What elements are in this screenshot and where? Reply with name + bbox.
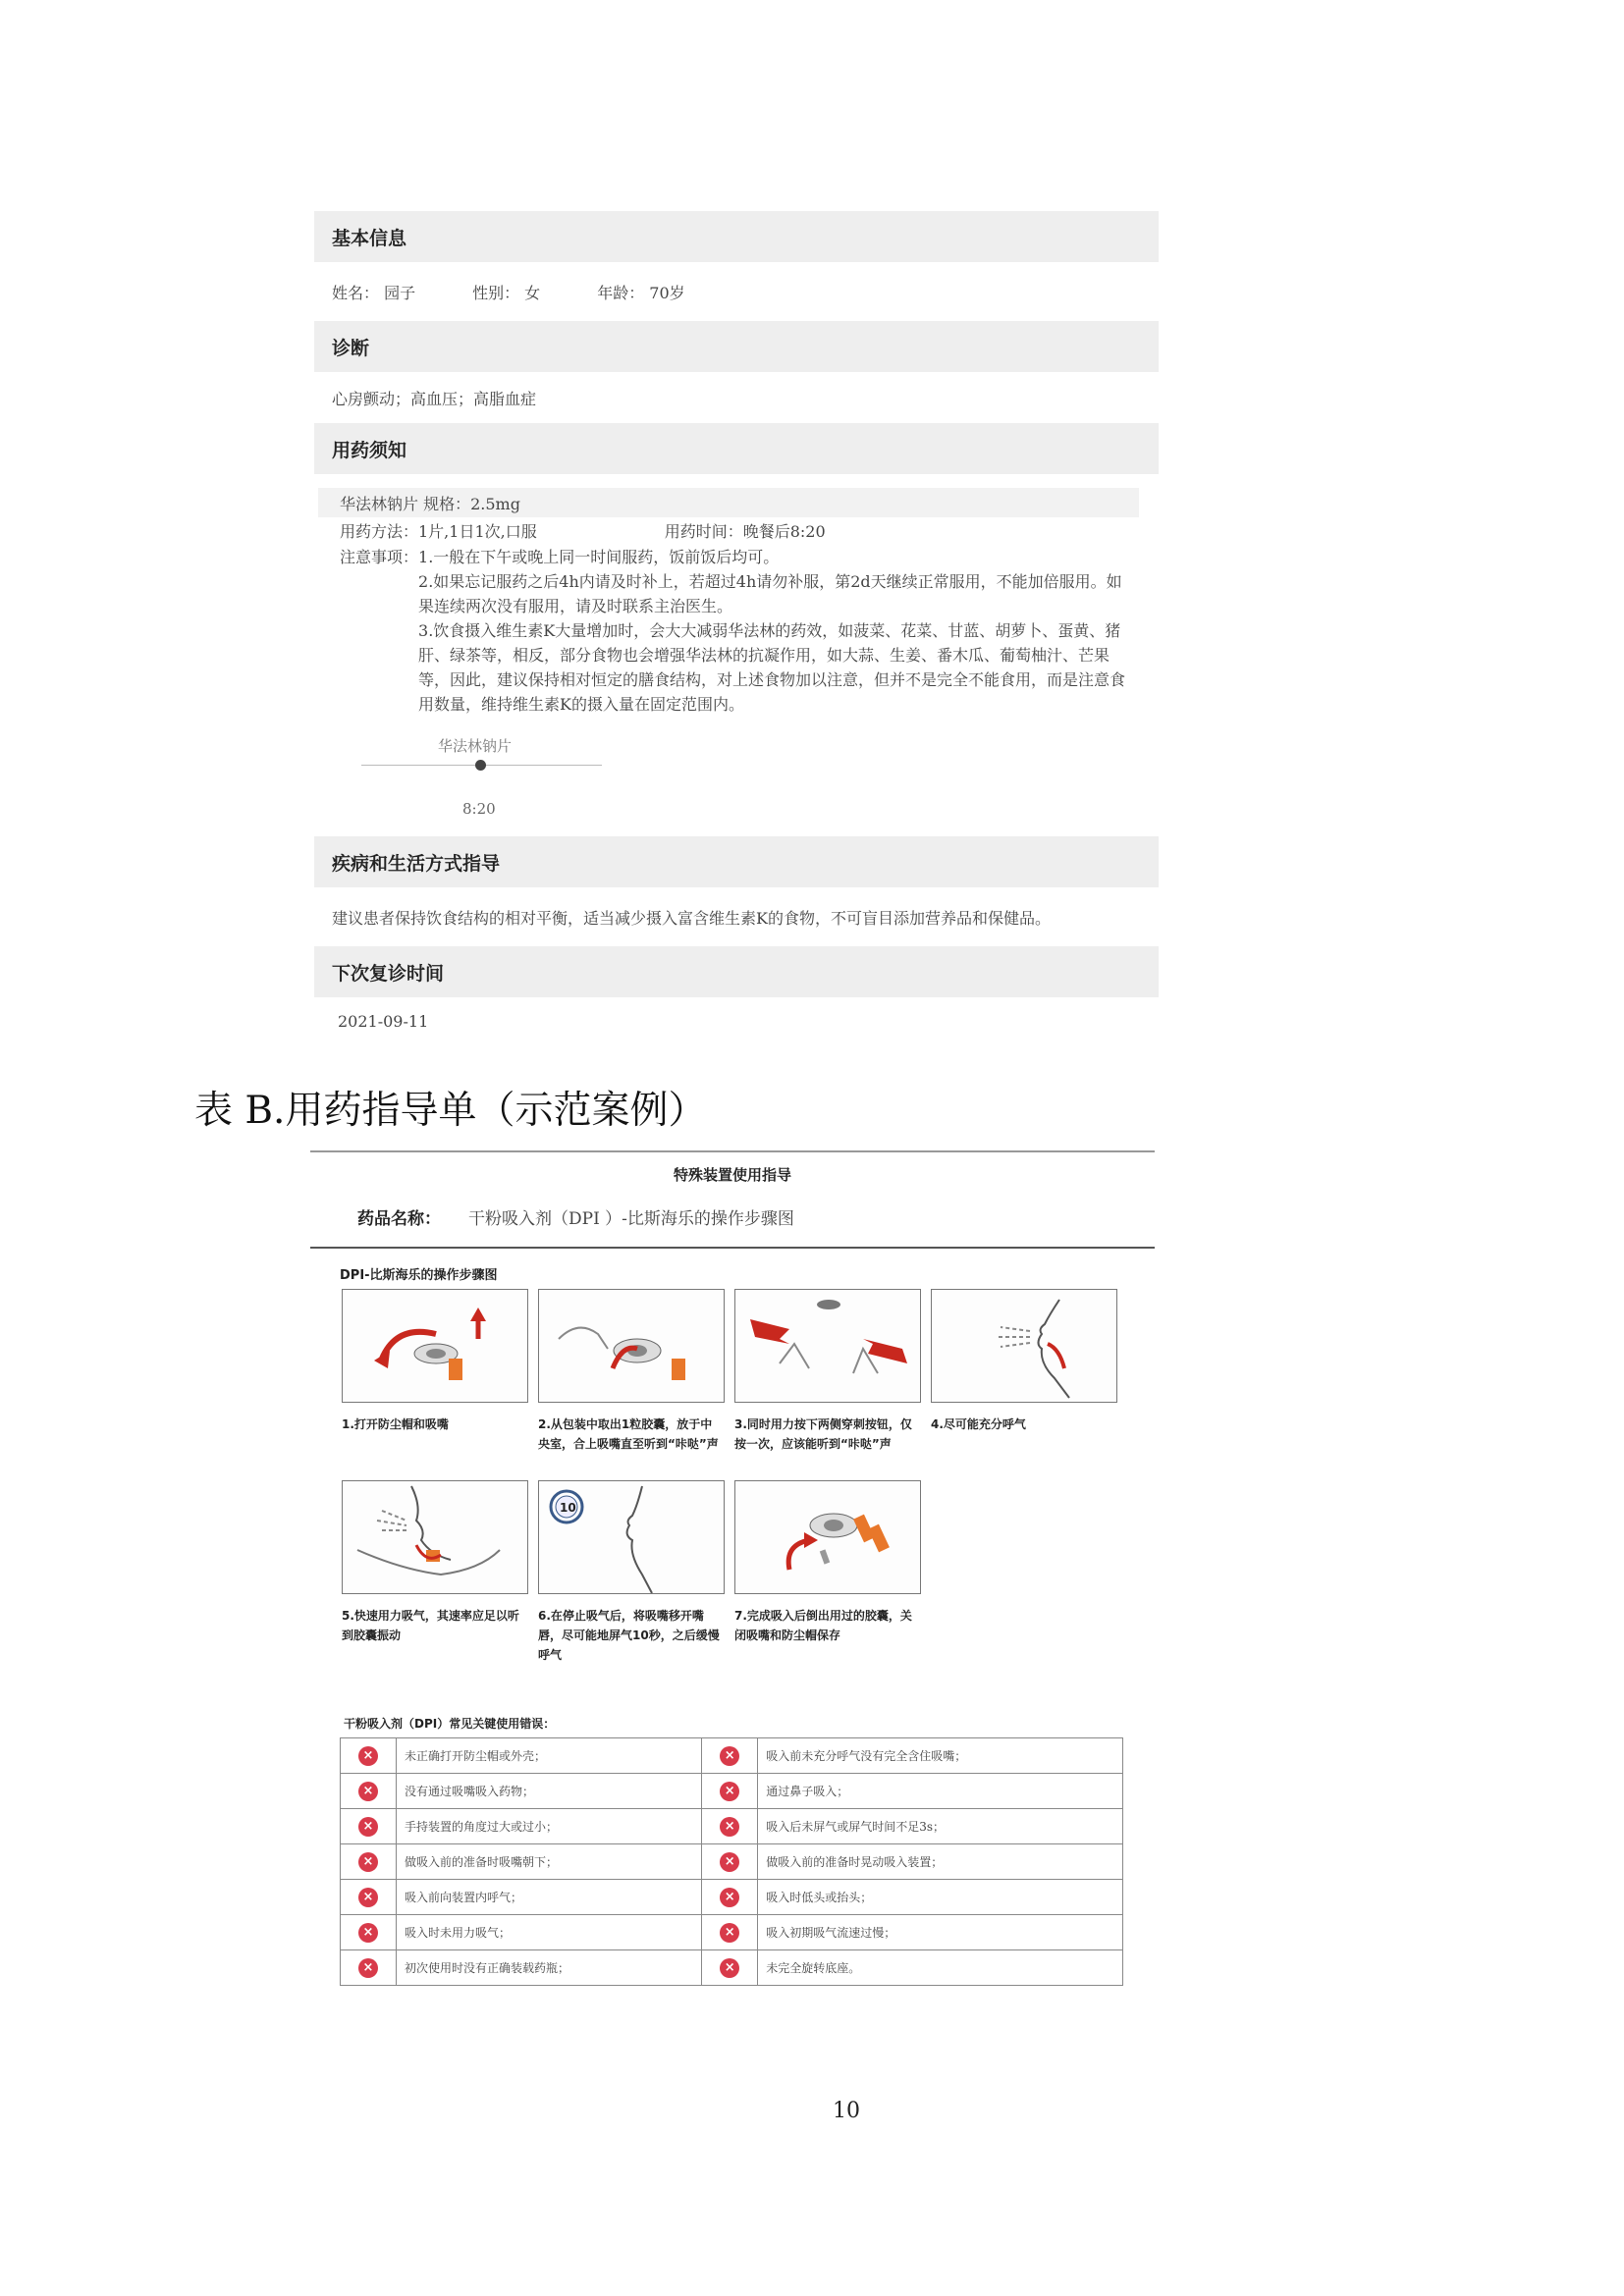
error-text: 没有通过吸嘴吸入药物； xyxy=(397,1774,702,1809)
error-x-icon: × xyxy=(358,1923,378,1943)
error-text: 吸入初期吸气流速过慢； xyxy=(758,1915,1123,1950)
error-text: 通过鼻子吸入； xyxy=(758,1774,1123,1809)
step-6-illustration xyxy=(538,1480,725,1594)
diagnosis-header: 诊断 xyxy=(314,321,1159,372)
step-5-illustration xyxy=(342,1480,528,1594)
usage-row xyxy=(340,517,1159,545)
error-x-icon: × xyxy=(358,1746,378,1766)
precaution-item: 2.如果忘记服药之后4h内请及时补上，若超过4h请勿补服，第2d天继续正常服用，不能加倍服用。如果连续两次没有服用，请及时联系主治医生。 xyxy=(418,572,1122,615)
error-x-icon: × xyxy=(358,1888,378,1907)
press-buttons-icon xyxy=(735,1290,920,1402)
step-3-label: 3.同时用力按下两侧穿刺按钮，仅按一次，应该能听到“咔哒”声 xyxy=(734,1417,912,1451)
patient-age: 年龄： 70岁 xyxy=(597,283,685,302)
error-text: 手持装置的角度过大或过小； xyxy=(397,1809,702,1844)
followup-date: 2021-09-11 xyxy=(338,1011,429,1031)
error-row xyxy=(341,1809,1123,1844)
capsule-insert-icon xyxy=(539,1290,724,1402)
section-divider xyxy=(310,1247,1155,1249)
error-icon-cell xyxy=(702,1880,758,1915)
error-row xyxy=(341,1915,1123,1950)
step-7 xyxy=(734,1480,941,1645)
error-icon-cell xyxy=(341,1844,397,1880)
error-row xyxy=(341,1738,1123,1774)
step-7-label: 7.完成吸入后倒出用过的胶囊，关闭吸嘴和防尘帽保存 xyxy=(734,1609,912,1642)
precaution-item: 3.饮食摄入维生素K大量增加时，会大大减弱华法林的药效，如菠菜、花菜、甘蓝、胡萝卜、蛋黄、猪肝、绿茶等，相反，部分食物也会增强华法林的抗凝作用，如大蒜、生姜、番木瓜、葡萄柚汁、芒果等，因此，建议保持相对恒定的膳食结构，对上述食物加以注意，但并不是完全不能食用，而是注意食用数量，维持维生素K的摄入量在固定范围内。 xyxy=(418,621,1126,714)
error-icon-cell xyxy=(341,1950,397,1986)
error-text: 未完全旋转底座。 xyxy=(758,1950,1123,1986)
step-4-label: 4.尽可能充分呼气 xyxy=(931,1417,1026,1431)
steps-grid xyxy=(310,1289,1155,1711)
error-row xyxy=(341,1880,1123,1915)
error-icon-cell xyxy=(702,1844,758,1880)
guide-title: 特殊装置使用指导 xyxy=(673,1166,791,1184)
error-x-icon: × xyxy=(358,1817,378,1837)
drug-spec: 华法林钠片 规格：2.5mg xyxy=(318,488,1139,517)
errors-title: 干粉吸入剂（DPI）常见关键使用错误： xyxy=(344,1717,556,1731)
error-icon-cell xyxy=(341,1738,397,1774)
error-row xyxy=(341,1950,1123,1986)
medication-body xyxy=(314,517,1159,836)
step-1-illustration xyxy=(342,1289,528,1403)
step-5 xyxy=(342,1480,548,1645)
inhale-icon xyxy=(343,1481,527,1593)
error-x-icon: × xyxy=(720,1923,739,1943)
error-x-icon: × xyxy=(720,1817,739,1837)
timeline-time-label: 8:20 xyxy=(462,800,496,818)
step-3 xyxy=(734,1289,941,1454)
svg-text:10: 10 xyxy=(560,1501,576,1515)
patient-gender: 性别： 女 xyxy=(472,283,541,302)
error-icon-cell xyxy=(341,1880,397,1915)
step-2 xyxy=(538,1289,744,1454)
error-icon-cell xyxy=(702,1950,758,1986)
drug-name-value: 干粉吸入剂（DPI ）-比斯海乐的操作步骤图 xyxy=(468,1209,794,1229)
basic-info-header: 基本信息 xyxy=(314,211,1159,262)
usage-time: 用药时间：晚餐后8:20 xyxy=(664,521,826,541)
table-caption: 表 B.用药指导单（示范案例） xyxy=(194,1089,707,1133)
error-text: 初次使用时没有正确装载药瓶； xyxy=(397,1950,702,1986)
top-divider xyxy=(310,1150,1155,1152)
step-7-illustration xyxy=(734,1480,921,1594)
error-x-icon: × xyxy=(720,1958,739,1978)
step-4 xyxy=(931,1289,1137,1434)
diagnosis-text: 心房颤动；高血压；高脂血症 xyxy=(332,389,537,408)
exhale-icon xyxy=(932,1290,1116,1402)
precautions-label: 注意事项： xyxy=(340,548,419,566)
error-icon-cell xyxy=(702,1809,758,1844)
guide-drug-row xyxy=(357,1204,1155,1229)
step-1 xyxy=(342,1289,548,1434)
step-5-label: 5.快速用力吸气，其速率应足以听到胶囊振动 xyxy=(342,1609,519,1642)
error-x-icon: × xyxy=(358,1852,378,1872)
step-6-label: 6.在停止吸气后，将吸嘴移开嘴唇，尽可能地屏气10秒，之后缓慢呼气 xyxy=(538,1609,720,1662)
error-row xyxy=(341,1844,1123,1880)
patient-name: 姓名： 园子 xyxy=(332,283,416,302)
followup-header: 下次复诊时间 xyxy=(314,946,1159,997)
errors-table xyxy=(340,1737,1123,1986)
drug-name-label: 药品名称： xyxy=(357,1209,441,1229)
hold-breath-icon xyxy=(539,1481,724,1593)
error-x-icon: × xyxy=(720,1746,739,1766)
error-text: 做吸入前的准备时吸嘴朝下； xyxy=(397,1844,702,1880)
inhaler-open-icon xyxy=(343,1290,527,1402)
basic-info-row xyxy=(314,262,1159,321)
error-x-icon: × xyxy=(358,1782,378,1801)
close-inhaler-icon xyxy=(735,1481,920,1593)
error-text: 吸入时低头或抬头； xyxy=(758,1880,1123,1915)
lifestyle-header: 疾病和生活方式指导 xyxy=(314,836,1159,887)
step-4-illustration xyxy=(931,1289,1117,1403)
precaution-item: 1.一般在下午或晚上同一时间服药，饭前饭后均可。 xyxy=(418,548,780,566)
error-icon-cell xyxy=(702,1774,758,1809)
medication-record-card xyxy=(314,211,1159,1044)
error-text: 吸入前向装置内呼气； xyxy=(397,1880,702,1915)
error-row xyxy=(341,1774,1123,1809)
error-x-icon: × xyxy=(720,1852,739,1872)
error-text: 吸入后未屏气或屏气时间不足3s； xyxy=(758,1809,1123,1844)
error-text: 未正确打开防尘帽或外壳； xyxy=(397,1738,702,1774)
usage-method: 用药方法：1片,1日1次,口服 xyxy=(340,521,537,541)
error-icon-cell xyxy=(702,1915,758,1950)
page-number: 10 xyxy=(833,2099,860,2123)
medication-header: 用药须知 xyxy=(314,423,1159,474)
step-6 xyxy=(538,1480,744,1665)
error-x-icon: × xyxy=(720,1782,739,1801)
step-2-label: 2.从包装中取出1粒胶囊，放于中央室，合上吸嘴直至听到“咔哒”声 xyxy=(538,1417,719,1451)
lifestyle-text: 建议患者保持饮食结构的相对平衡，适当减少摄入富含维生素K的食物，不可盲目添加营养品和保健品。 xyxy=(332,908,1051,928)
error-text: 吸入时未用力吸气； xyxy=(397,1915,702,1950)
error-text: 吸入前未充分呼气没有完全含住吸嘴； xyxy=(758,1738,1123,1774)
step-3-illustration xyxy=(734,1289,921,1403)
error-x-icon: × xyxy=(358,1958,378,1978)
dose-timeline xyxy=(340,728,1159,836)
error-icon-cell xyxy=(341,1809,397,1844)
error-icon-cell xyxy=(341,1774,397,1809)
precautions-list xyxy=(418,545,1125,717)
step-2-illustration xyxy=(538,1289,725,1403)
step-1-label: 1.打开防尘帽和吸嘴 xyxy=(342,1417,449,1431)
timeline-drug-label: 华法林钠片 xyxy=(438,737,513,755)
error-x-icon: × xyxy=(720,1888,739,1907)
steps-title: DPI-比斯海乐的操作步骤图 xyxy=(340,1268,498,1283)
precautions xyxy=(340,545,1159,717)
error-text: 做吸入前的准备时晃动吸入装置； xyxy=(758,1844,1123,1880)
error-icon-cell xyxy=(341,1915,397,1950)
dpi-guide-card xyxy=(310,1150,1155,1986)
error-icon-cell xyxy=(702,1738,758,1774)
timeline-dot xyxy=(475,760,486,771)
